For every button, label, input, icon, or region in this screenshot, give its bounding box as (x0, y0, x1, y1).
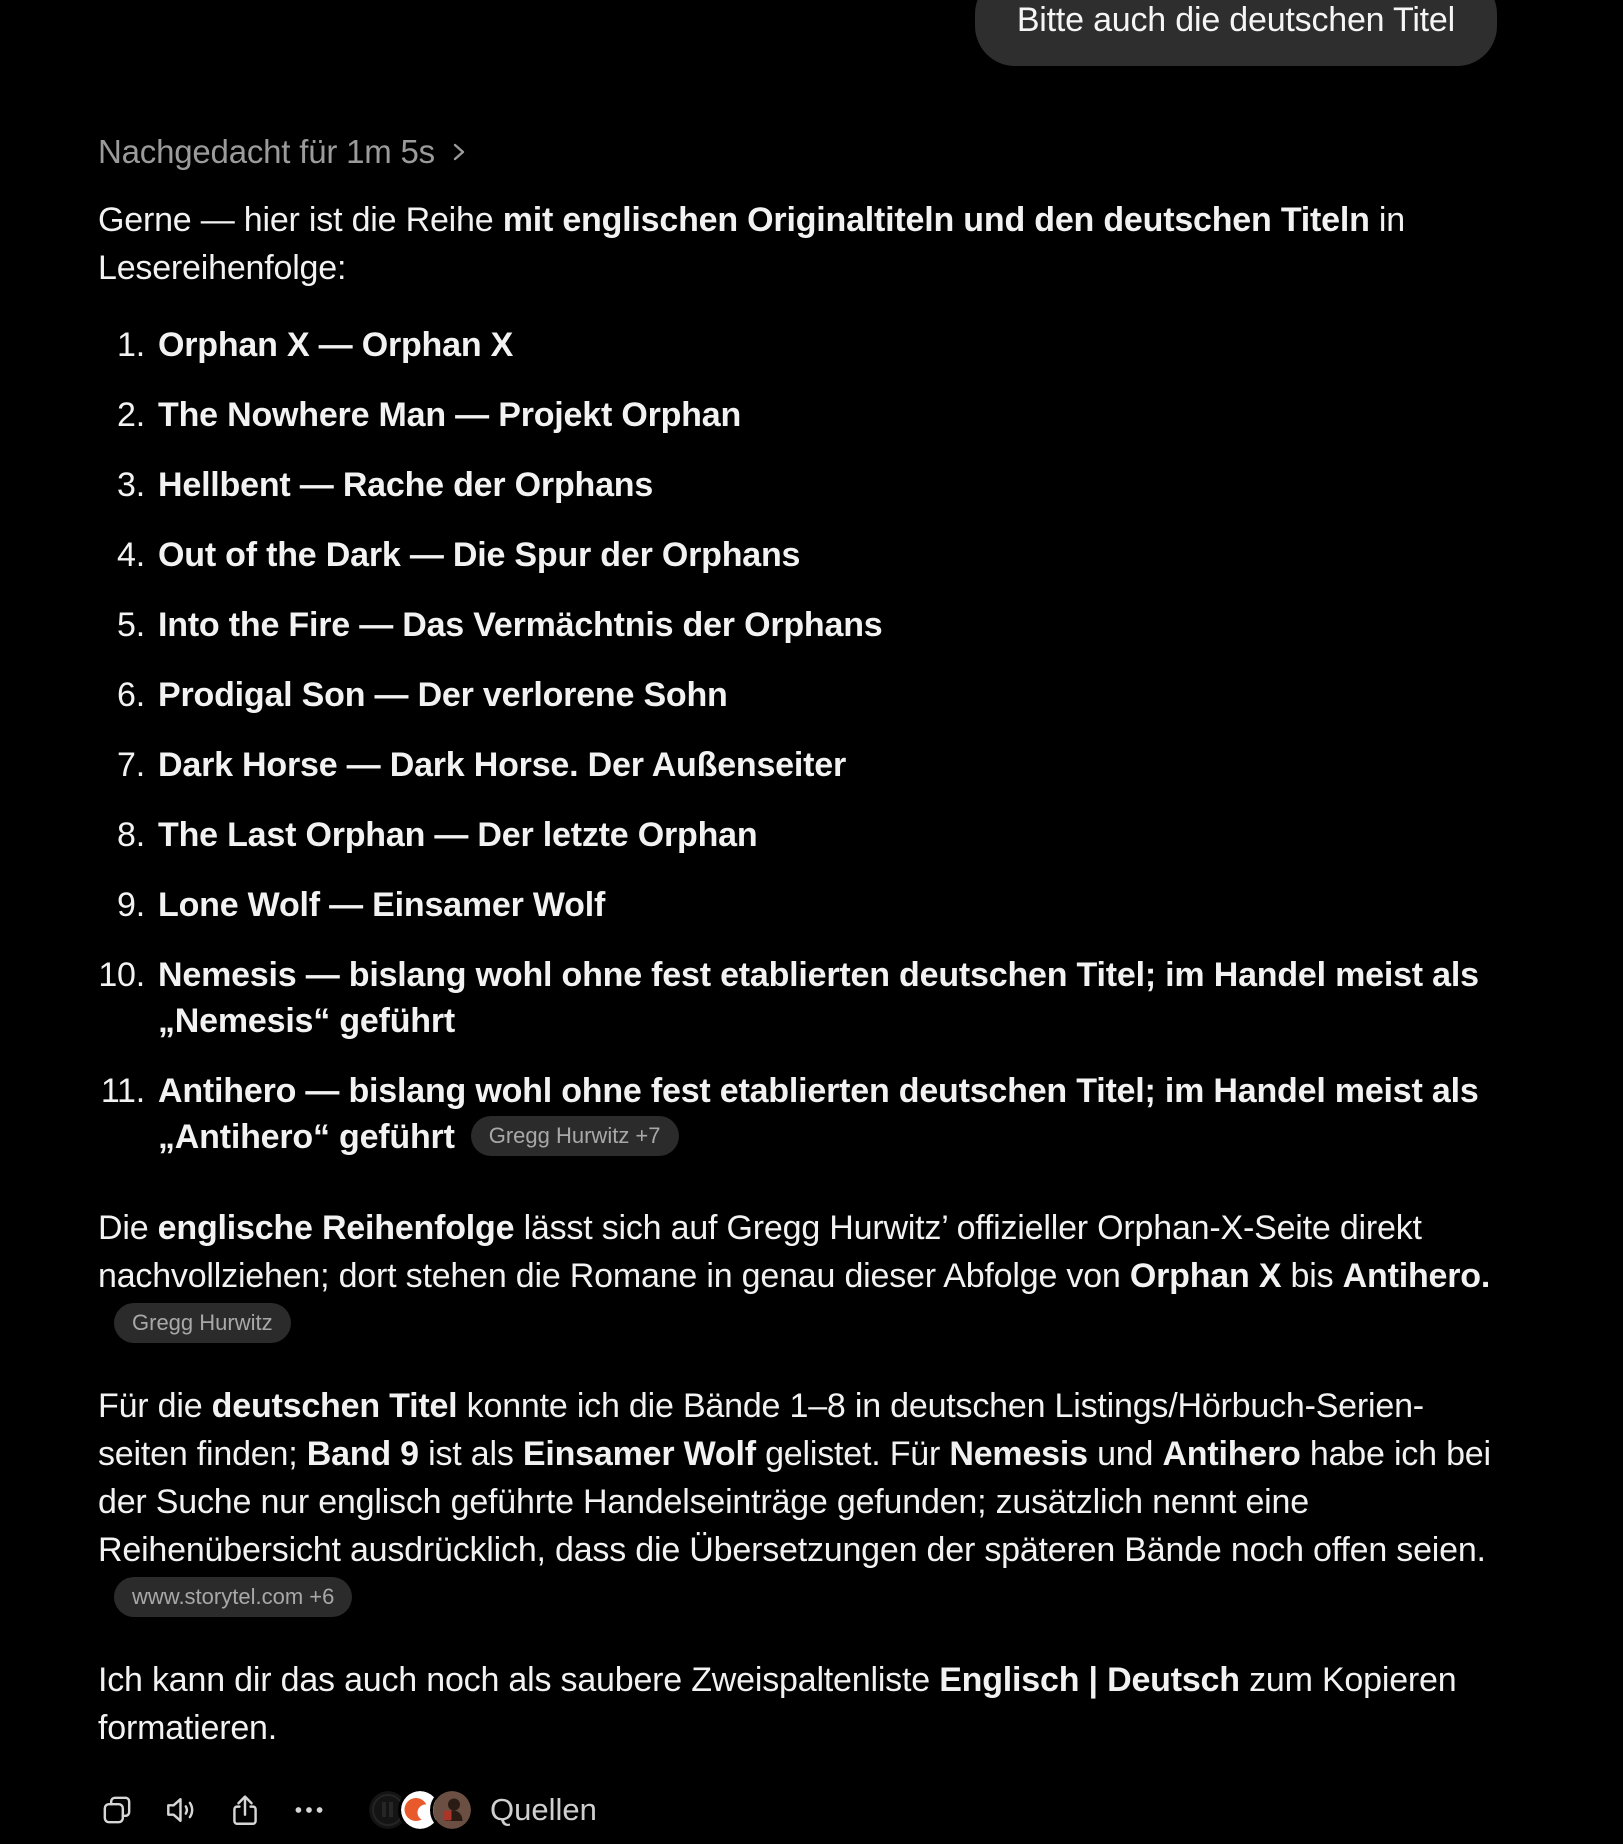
paragraph-text: habe ich bei der Suche nur englisch geführte Handelseinträge gefunden; zusätzlich nennt eine Reihenübersicht ausdrücklich, dass die Übersetzungen der späteren Bände noch offen seien. (98, 1435, 1491, 1569)
list-number: 6. (117, 676, 145, 714)
list-item (98, 392, 1497, 438)
book-title: The Last Orphan — Der letzte Orphan (158, 816, 758, 854)
paragraph-text: Für die (98, 1387, 212, 1425)
list-item (98, 1068, 1497, 1160)
book-list (98, 322, 1497, 1160)
list-item (98, 602, 1497, 648)
paragraph-bold: Antihero. (1342, 1257, 1491, 1295)
citation-pill[interactable]: Gregg Hurwitz +7 (471, 1116, 679, 1156)
list-number: 8. (117, 816, 145, 854)
list-item (98, 462, 1497, 508)
paragraph-text: konnte ich die Bände 1–8 in deutschen Listings/Hörbuch-Serienseiten finden; (98, 1387, 1425, 1473)
book-title: The Nowhere Man — Projekt Orphan (158, 396, 742, 434)
intro-text: Gerne — hier ist die Reihe (98, 201, 503, 239)
list-number: 1. (117, 326, 145, 364)
list-item (98, 322, 1497, 368)
list-number: 10. (98, 956, 145, 994)
share-icon (227, 1792, 263, 1828)
list-number: 3. (117, 466, 145, 504)
paragraph-bold: deutschen Titel (211, 1387, 458, 1425)
citation-pill[interactable]: www.storytel.com +6 (114, 1577, 352, 1617)
book-title: Hellbent — Rache der Orphans (158, 466, 654, 504)
list-item (98, 742, 1497, 788)
book-title: Antihero — bislang wohl ohne fest etablierten deutschen Titel; im Handel meist als „Antihero“ geführt (158, 1072, 1479, 1156)
list-item (98, 952, 1497, 1044)
paragraph-text: gelistet. Für (755, 1435, 950, 1473)
paragraph-bold: englische Reihenfolge (157, 1209, 515, 1247)
user-message-bubble (975, 0, 1497, 66)
more-options-button[interactable] (290, 1791, 328, 1829)
book-title: Nemesis — bislang wohl ohne fest etablierten deutschen Titel; im Handel meist als „Nemesis“ geführt (158, 956, 1479, 1040)
paragraph-bold: Nemesis (949, 1435, 1088, 1473)
book-title: Into the Fire — Das Vermächtnis der Orphans (158, 606, 883, 644)
speaker-icon (163, 1792, 199, 1828)
copy-button[interactable] (98, 1791, 136, 1829)
paragraph-english-order (98, 1204, 1497, 1348)
list-item (98, 672, 1497, 718)
book-title: Dark Horse — Dark Horse. Der Außenseiter (158, 746, 847, 784)
read-aloud-button[interactable] (162, 1791, 200, 1829)
sources-button[interactable] (366, 1788, 597, 1832)
paragraph-bold: Band 9 (306, 1435, 419, 1473)
list-number: 11. (100, 1072, 145, 1110)
paragraph-text: Ich kann dir das auch noch als saubere Zweispaltenliste (98, 1661, 940, 1699)
list-number: 7. (117, 746, 145, 784)
chevron-right-icon (445, 139, 471, 165)
intro-bold: mit englischen Originaltiteln und den deutschen Titeln (502, 201, 1370, 239)
share-button[interactable] (226, 1791, 264, 1829)
book-cover-favicon (430, 1788, 474, 1832)
citation-pill[interactable]: Gregg Hurwitz (114, 1303, 291, 1343)
user-message-text: Bitte auch die deutschen Titel (1016, 1, 1455, 39)
paragraph-text: Die (98, 1209, 158, 1247)
paragraph-text: lässt sich auf Gregg Hurwitz’ offizieller Orphan-X-Seite direkt nachvollziehen; dort stehen die Romane in genau dieser Abfolge von (98, 1209, 1422, 1295)
thinking-summary[interactable] (98, 130, 471, 174)
paragraph-offer (98, 1656, 1497, 1752)
list-item (98, 812, 1497, 858)
paragraph-bold: Antihero (1162, 1435, 1301, 1473)
thinking-label: Nachgedacht für 1m 5s (98, 133, 435, 170)
copy-icon (99, 1792, 135, 1828)
paragraph-bold: Englisch | Deutsch (939, 1661, 1240, 1699)
paragraph-bold: Einsamer Wolf (522, 1435, 756, 1473)
paragraph-text: und (1087, 1435, 1163, 1473)
paragraph-bold: Orphan X (1129, 1257, 1282, 1295)
source-favicons (366, 1788, 474, 1832)
list-number: 4. (117, 536, 145, 574)
sources-label: Quellen (490, 1792, 597, 1827)
message-toolbar (0, 1788, 1623, 1844)
assistant-intro (98, 196, 1497, 292)
paragraph-text: bis (1281, 1257, 1343, 1295)
list-number: 5. (117, 606, 145, 644)
book-title: Out of the Dark — Die Spur der Orphans (158, 536, 801, 574)
list-item (98, 882, 1497, 928)
paragraph-text: ist als (418, 1435, 523, 1473)
book-title: Orphan X — Orphan X (158, 326, 514, 364)
ellipsis-icon (291, 1792, 327, 1828)
paragraph-text: zum Kopieren formatieren. (98, 1661, 1457, 1747)
intro-text: in Lesereihenfolge: (98, 201, 1405, 287)
book-title: Prodigal Son — Der verlorene Sohn (158, 676, 728, 714)
list-number: 9. (117, 886, 145, 924)
user-message-row (98, 0, 1497, 66)
list-item (98, 532, 1497, 578)
paragraph-german-titles (98, 1382, 1497, 1622)
book-title-with-citation (158, 1068, 1497, 1160)
list-number: 2. (117, 396, 145, 434)
book-title: Lone Wolf — Einsamer Wolf (158, 886, 606, 924)
